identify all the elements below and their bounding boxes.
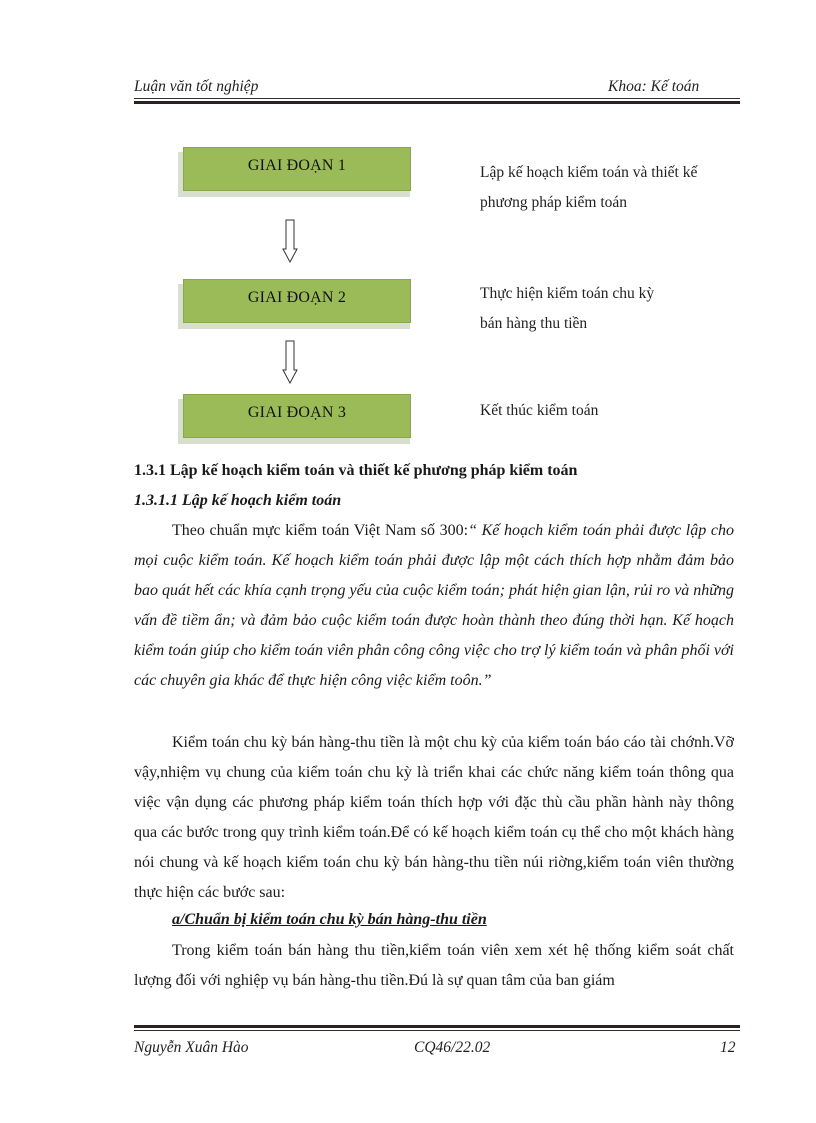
section-heading: 1.3.1 Lập kế hoạch kiểm toán và thiết kế phương pháp kiểm toán: [134, 462, 578, 479]
paragraph-sales-text: Trong kiểm toán bán hàng thu tiền,kiểm toán viên xem xét hệ thống kiểm soát chất lượng đối với nghiệp vụ bán hàng-thu tiền.Đú là sự quan tâm của ban giám: [134, 942, 734, 989]
header-department: Khoa: Kế toán: [608, 78, 700, 95]
paragraph-sales: [134, 936, 734, 996]
paragraph-cycle-text: Kiểm toán chu kỳ bán hàng-thu tiền là một chu kỳ của kiểm toán báo cáo tài chớnh.Vỡ vậy,nhiệm vụ chung của kiểm toán chu kỳ là triển khai các chức năng kiểm toán thông qua việc vận dụng các phương pháp kiểm toán thích hợp với đặc thù cầu phần hành này thông qua các bước trong quy trình kiểm toán.Để có kế hoạch kiểm toán cụ thể cho một khách hàng nói chung và kế hoạch kiểm toán chu kỳ bán hàng-thu tiền núi riờng,kiểm toán viên thường thực hiện các bước sau:: [134, 734, 734, 901]
author-name: Nguyễn Xuân Hào: [134, 1039, 249, 1056]
header-title: Luận văn tốt nghiệp: [134, 78, 259, 95]
paragraph-lead: Theo chuẩn mực kiểm toán Việt Nam số 300:: [172, 522, 469, 539]
stage-2-description: [480, 279, 654, 339]
stage-1-description: [480, 158, 697, 218]
down-arrow-icon: [282, 219, 298, 263]
header-rule-thin: [134, 98, 740, 99]
stage-1-desc-line1: Lập kế hoạch kiểm toán và thiết kế: [480, 164, 698, 181]
subheading-a: a/Chuẩn bị kiểm toán chu kỳ bán hàng-thu tiền: [172, 911, 487, 928]
stage-2-desc-line1: Thực hiện kiểm toán chu kỳ: [480, 285, 655, 302]
paragraph-quote: “ Kế hoạch kiểm toán phải được lập cho mọi cuộc kiểm toán. Kế hoạch kiểm toán phải được lập một cách thích hợp nhằm đảm bảo bao quát hết các khía cạnh trọng yếu của cuộc kiểm toán; phát hiện gian lận, rủi ro và những vấn đề tiềm ẩn; và đảm bảo cuộc kiểm toán được hoàn thành theo đúng thời hạn. Kế hoạch kiểm toán giúp cho kiểm toán viên phân công công việc cho trợ lý kiểm toán và phân phối với các chuyên gia khác để thực hiện công việc kiểm toôn.”: [134, 522, 735, 689]
stage-1-desc-line2: phương pháp kiểm toán: [480, 194, 628, 211]
stage-1-label: GIAI ĐOẠN 1: [247, 157, 347, 174]
stage-2-label: GIAI ĐOẠN 2: [247, 289, 347, 306]
header-rule-thick: [134, 101, 740, 104]
footer-rule-thick: [134, 1025, 740, 1028]
footer-rule-thin: [134, 1030, 740, 1031]
paragraph-standard-300: [134, 516, 734, 696]
stage-2-desc-line2: bán hàng thu tiền: [480, 315, 588, 332]
stage-3-description: [480, 396, 598, 426]
paragraph-cycle: [134, 728, 734, 908]
stage-1-box: [183, 147, 411, 191]
class-code: CQ46/22.02: [414, 1039, 491, 1056]
stage-2-box: [183, 279, 411, 323]
stage-3-desc-line1: Kết thúc kiểm toán: [480, 402, 599, 419]
page-number: 12: [720, 1039, 736, 1056]
stage-3-label: GIAI ĐOẠN 3: [247, 404, 347, 421]
down-arrow-icon: [282, 340, 298, 384]
subsection-heading: 1.3.1.1 Lập kế hoạch kiểm toán: [134, 492, 342, 509]
stage-3-box: [183, 394, 411, 438]
